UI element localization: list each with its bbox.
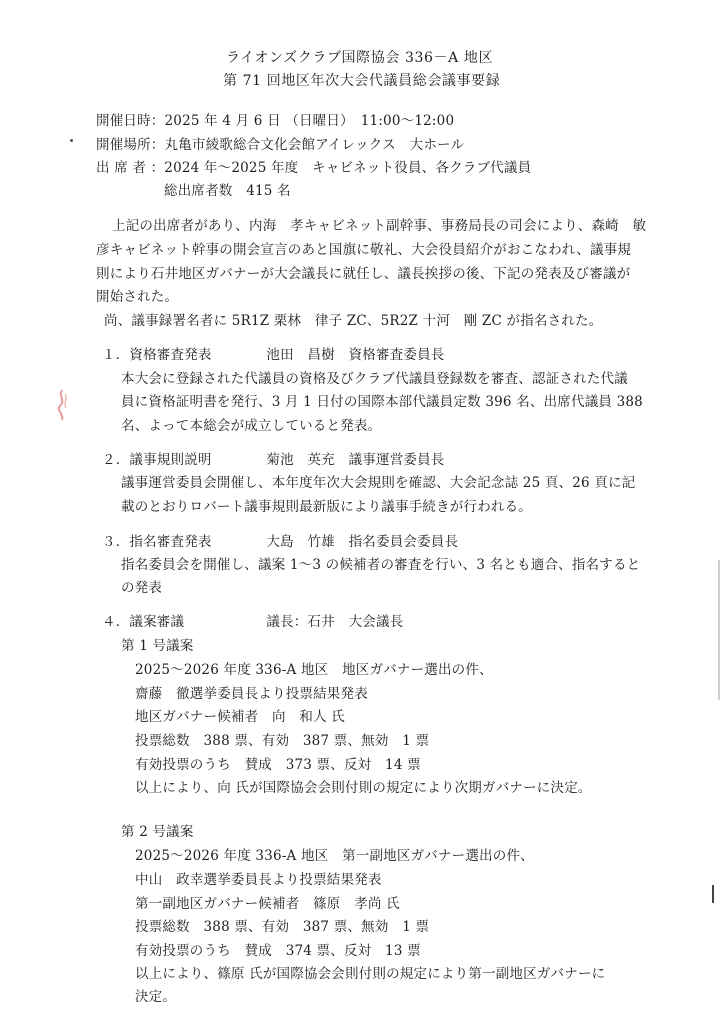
motion-line: 有効投票のうち 賛成 373 票、反対 14 票 [135,757,421,773]
intro-line: 開始された。 [96,289,179,305]
intro-line: 則により石井地区ガバナーが大会議長に就任し、議長挨拶の後、下記の発表及び審議が [96,266,631,282]
meta-attendees-total: 総出席者数 415 名 [164,183,291,199]
item-line: 本大会に登録された代議員の資格及びクラブ代議員登録数を審査、認証された代議 [121,371,628,387]
document-title-line-1: ライオンズクラブ国際協会 336－A 地区 [226,50,494,66]
item-line: 指名委員会を開催し、議案 1～3 の候補者の審査を行い、3 名とも適合、指名すると [121,557,641,573]
item-heading-1: １．資格審査発表 池田 昌樹 資格審査委員長 [102,347,445,363]
motion-line: 2025～2026 年度 336-A 地区 第一副地区ガバナー選出の件、 [135,848,534,864]
motion-line: 第一副地区ガバナー候補者 篠原 孝尚 氏 [135,896,400,912]
intro-line: 彦キャビネット幹事の開会宣言のあと国旗に敬礼、大会役員紹介がおこなわれ、議事規 [96,242,632,258]
intro-line: 上記の出席者があり、内海 孝キャビネット副幹事、事務局長の司会により、森崎 敏 [112,218,647,234]
red-ink-smudge [54,388,74,422]
meta-date [96,113,454,129]
item-heading-3: ３．指名審査発表 大島 竹雄 指名委員会委員長 [102,534,459,550]
motion-line: 投票総数 388 票、有効 387 票、無効 1 票 [135,919,430,935]
motion-line: 齋藤 徹選挙委員長より投票結果発表 [135,686,368,702]
document-title-line-2: 第 71 回地区年次大会代議員総会議事要録 [223,73,501,89]
meta-date-label: 開催日時： [96,113,165,129]
meta-place-label: 開催場所： [96,137,165,153]
meta-place [96,137,464,153]
motion-line: 以上により、向 氏が国際協会会則付則の規定により次期ガバナーに決定。 [135,780,592,796]
scan-edge-line [718,560,720,700]
item-line: 議事運営委員会開催し、本年度年次大会規則を確認、大会記念誌 25 頁、26 頁に記 [121,475,636,491]
motion-line: 中山 政幸選挙委員長より投票結果発表 [135,872,382,888]
motion-title-1: 第 1 号議案 [121,638,194,654]
motion-line: 決定。 [135,989,177,1005]
meta-attendees [96,160,531,176]
intro-line: 尚、議事録署名者に 5R1Z 栗林 律子 ZC、5R2Z 十河 剛 ZC が指名された。 [104,313,603,329]
motion-line: 有効投票のうち 賛成 374 票、反対 13 票 [135,943,421,959]
motion-line: 2025～2026 年度 336-A 地区 地区ガバナー選出の件、 [135,662,493,678]
scan-edge-mark [712,885,714,903]
meta-place-value: 丸亀市綾歌総合文化会館アイレックス 大ホール [164,137,465,153]
scan-dot [70,139,73,142]
motion-title-2: 第 2 号議案 [121,824,194,840]
motion-line: 投票総数 388 票、有効 387 票、無効 1 票 [135,733,430,749]
item-line: 名、よって本総会が成立していると発表。 [121,418,382,434]
meta-attendees-value: 2024 年～2025 年度 キャビネット役員、各クラブ代議員 [164,160,532,176]
item-heading-2: ２．議事規則説明 菊池 英充 議事運営委員長 [102,452,445,468]
item-line: 員に資格証明書を発行、3 月 1 日付の国際本部代議員定数 396 名、出席代議員 388 [121,394,643,410]
item-line: の発表 [121,580,163,596]
meta-attendees-label: 出 席 者 ： [96,160,165,176]
item-line: 載のとおりロバート議事規則最新版により議事手続きが行われる。 [121,499,532,515]
motion-line: 以上により、篠原 氏が国際協会会則付則の規定により第一副地区ガバナーに [135,966,606,982]
meta-date-value: 2025 年 4 月 6 日 （日曜日） 11:00～12:00 [164,113,455,129]
motion-line: 地区ガバナー候補者 向 和人 氏 [135,709,345,725]
item-heading-4: ４．議案審議 議長：石井 大会議長 [102,614,404,630]
